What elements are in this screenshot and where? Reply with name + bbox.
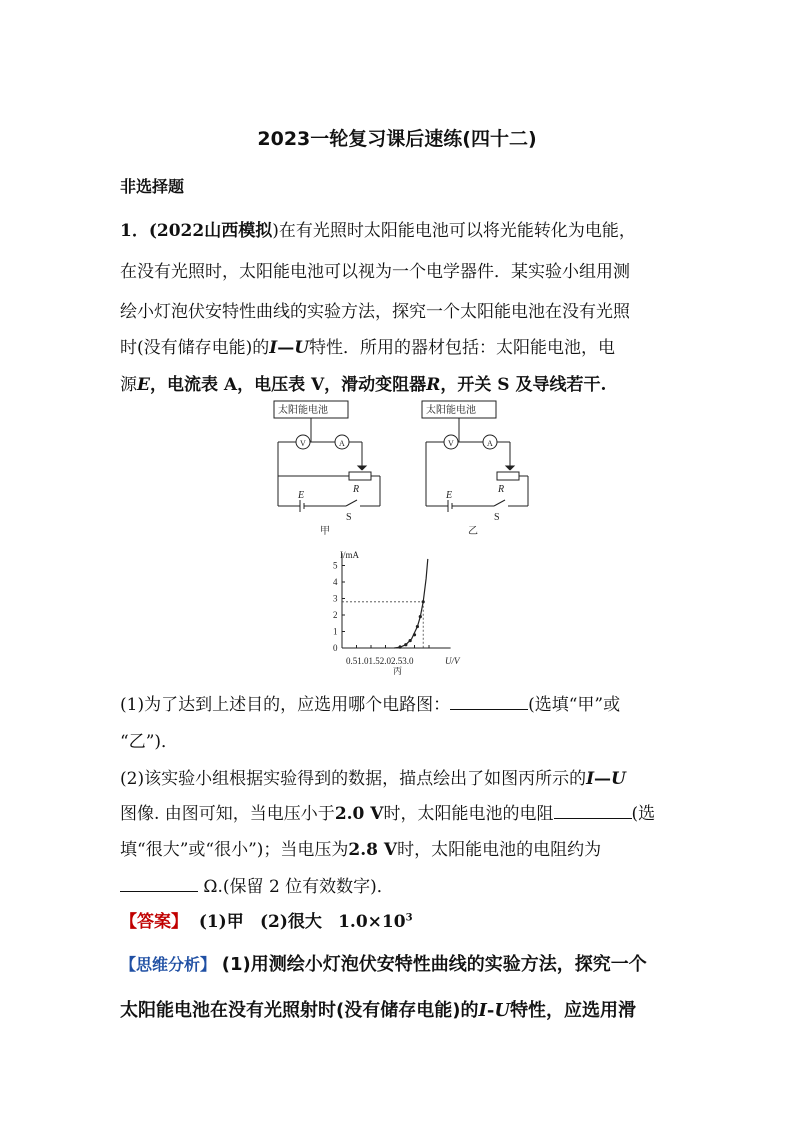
symbol-u: U [294,338,310,358]
iu-curve [394,559,428,648]
symbol-e: E [137,375,150,395]
analysis-text-2b: 特性，应选用滑 [510,1000,637,1021]
answer-blank-1 [450,695,528,710]
rheostat-label-b: R [498,484,505,495]
question-line-5 [120,370,606,395]
analysis-text-1: (1)用测绘小灯泡伏安特性曲线的实验方法，探究一个 [221,954,647,975]
subq-2-text-a: (2)该实验小组根据实验得到的数据，描点绘出了如图丙所示的 [120,769,587,789]
question-line-2: 在没有光照时，太阳能电池可以视为一个电学器件．某实验小组用测 [120,262,630,282]
line-5-text-c: ，开关 S 及导线若干. [440,375,607,395]
answer-2: (2)很大 [259,912,322,932]
subq-2-text-d: (选 [631,804,656,824]
subq-2-text-b: 图像. 由图可知，当电压小于 [120,804,335,824]
question-line-4 [120,333,615,358]
y-tick-label: 2 [333,610,338,620]
analysis-line-1 [120,950,647,976]
battery-label-a: E [298,490,305,501]
x-tick-labels: 0.51.01.52.02.53.0 [346,656,414,666]
subq-2-text-c: 时，太阳能电池的电阻 [383,804,554,824]
subq-2-line-2 [120,799,655,824]
switch-icon-a [346,500,357,506]
subq-1-line-2: “乙”)． [120,732,179,752]
subq-1-text-b: (选填“甲”或 [528,695,621,715]
question-line-3: 绘小灯泡伏安特性曲线的实验方法，探究一个太阳能电池在没有光照 [120,302,630,322]
data-point [409,639,412,642]
answer-1: (1)甲 [198,912,244,932]
answer-3: 1.0×10 [338,912,406,932]
analysis-label: 【思维分析】 [120,955,217,974]
line-4-text-b: 特性．所用的器材包括：太阳能电池，电 [309,338,616,358]
line-5-text-a: 源 [120,375,137,395]
diagram-label-jia: 甲 [320,526,330,537]
analysis-symbol-i: I [478,1000,487,1021]
symbol-dash-2: — [594,769,612,789]
x-axis-label: U/V [445,656,460,666]
iu-chart [320,548,470,676]
analysis-symbol-u: U [494,1000,511,1021]
data-point [416,625,419,628]
analysis-text-2a: 太阳能电池在没有光照射时(没有储存电能)的 [120,1000,479,1021]
y-tick-label: 5 [333,560,338,571]
line-1-text: 在有光照时太阳能电池可以将光能转化为电能， [278,221,636,241]
voltage-2v: 2.0 V [334,804,384,824]
answer-blank-2 [554,804,632,819]
switch-label-a: S [346,512,352,523]
subq-1-line-1 [120,690,620,715]
chart-caption: 丙 [393,666,403,676]
y-tick-label: 1 [333,626,338,637]
symbol-i-2: I [586,769,595,789]
symbol-dash: — [277,338,295,358]
diagram-label-yi: 乙 [468,526,478,537]
symbol-u-2: U [611,769,626,789]
subq-2-line-1 [120,764,626,789]
voltmeter-label-a: V [300,439,306,448]
subq-1-text-a: (1)为了达到上述目的，应选用哪个电路图： [120,695,451,715]
source-open: (2022 [148,221,205,241]
ammeter-label-a: A [339,439,345,448]
subq-2-line-3 [120,835,601,860]
voltmeter-label-b: V [448,439,454,448]
circuit-yi [422,401,528,512]
data-point [404,643,407,646]
symbol-i: I [269,338,278,358]
line-4-text-a: 时(没有储存电能)的 [120,338,270,358]
panel-label-a: 太阳能电池 [278,405,328,416]
subq-2-text-e: 填“很大”或“很小”)；当电压为 [120,840,349,860]
subq-2-text-f: 时，太阳能电池的电阻约为 [397,840,602,860]
source-place: 山西模拟 [204,221,273,241]
rheostat-icon-a [349,472,371,480]
y-tick-label: 0 [333,643,338,653]
panel-label-b: 太阳能电池 [426,405,476,416]
data-point [419,615,422,618]
data-point [413,633,416,636]
answer-label: 【答案】 [120,912,188,932]
source-close: ) [272,221,279,241]
switch-icon-b [494,500,505,506]
circuit-diagrams [260,398,540,538]
analysis-symbol-dash: - [486,1000,495,1021]
data-point [422,600,425,603]
question-number: 1． [120,221,149,241]
page-title: 2023一轮复习课后速练(四十二) [257,128,537,150]
switch-label-b: S [494,512,500,523]
ammeter-label-b: A [487,439,493,448]
answer-3-exponent: 3 [405,912,413,924]
analysis-line-2 [120,996,636,1022]
line-5-text-b: ，电流表 A，电压表 V，滑动变阻器 [149,375,427,395]
battery-label-b: E [446,490,453,501]
y-axis-label: I/mA [340,550,359,560]
section-heading: 非选择题 [120,177,185,196]
circuit-jia [274,401,380,512]
answer-blank-3 [120,877,198,892]
y-tick-label: 3 [333,593,338,604]
data-point [398,646,401,649]
subq-2-line-4 [120,872,394,897]
answer-line [120,907,413,932]
subq-2-text-g: Ω.(保留 2 位有效数字)． [203,877,394,897]
question-line-1 [120,216,636,241]
y-tick-label: 4 [333,577,338,587]
rheostat-icon-b [497,472,519,480]
rheostat-label-a: R [353,484,360,495]
symbol-r: R [426,375,441,395]
voltage-2-8v: 2.8 V [348,840,398,860]
